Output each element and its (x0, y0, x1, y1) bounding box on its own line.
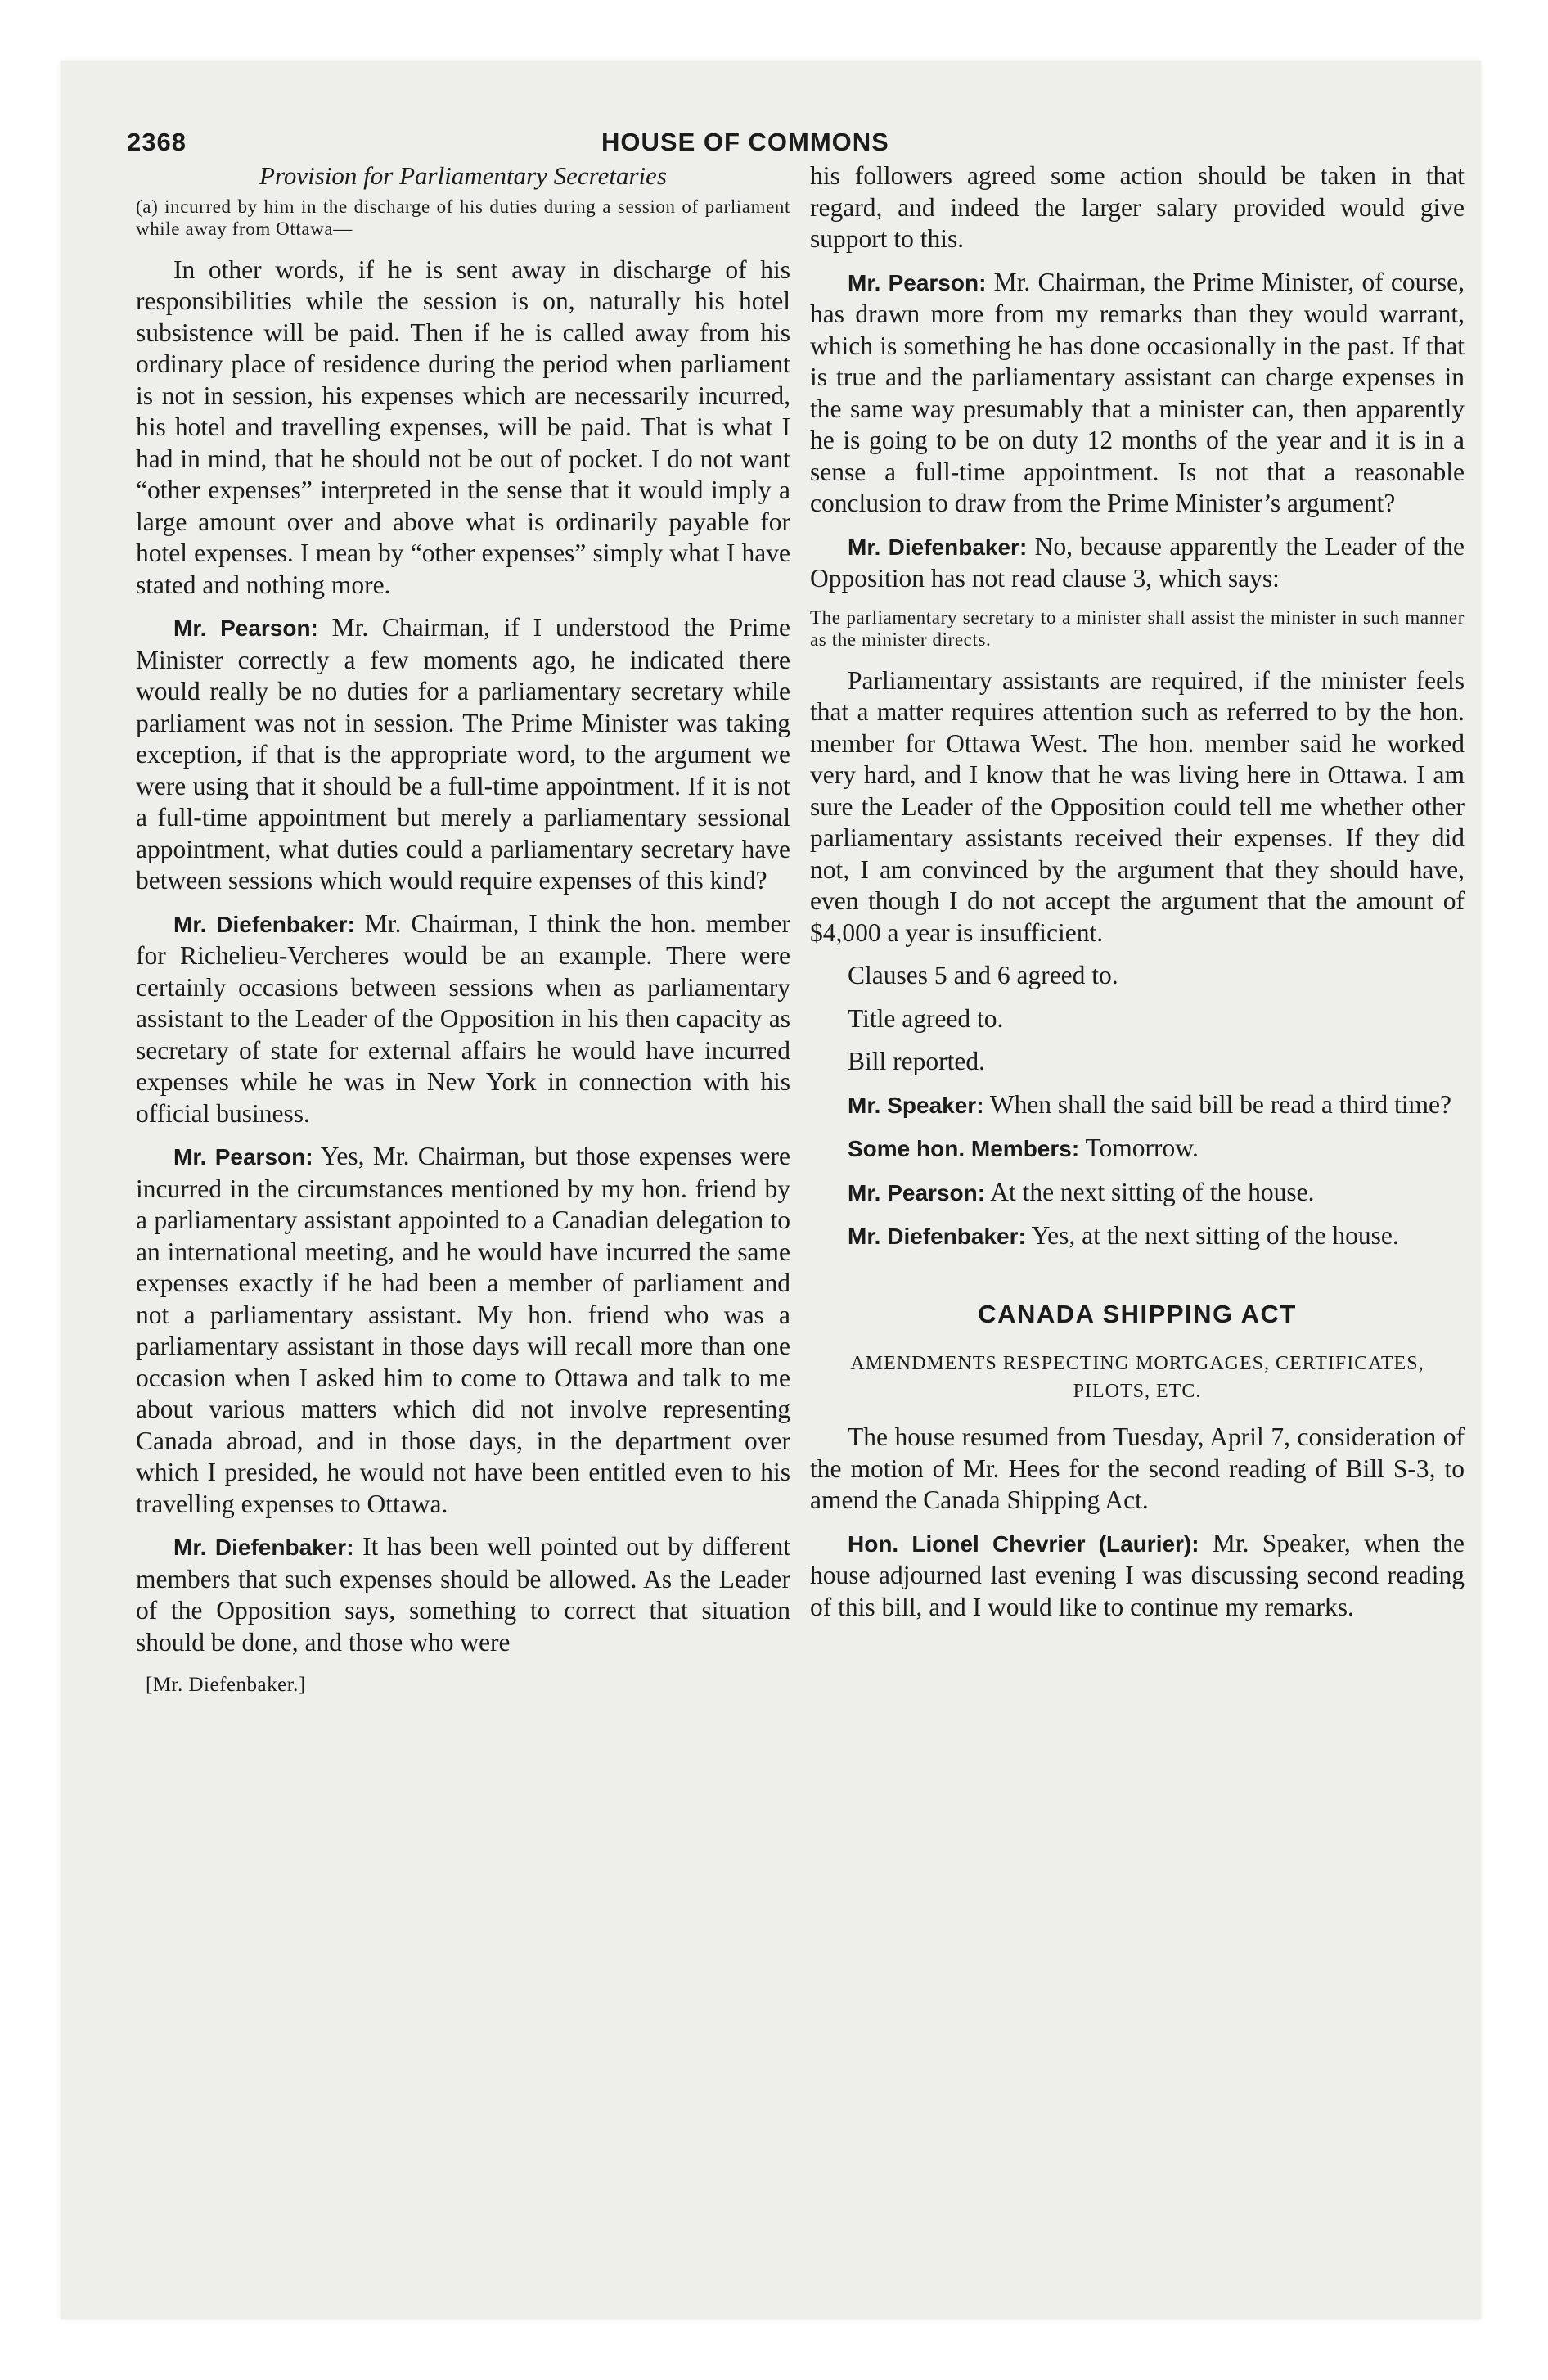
speaker-name: Some hon. Members: (848, 1136, 1080, 1161)
section-heading: CANADA SHIPPING ACT (978, 1299, 1297, 1328)
speech-text: No, because apparently the Leader of the Opposition has not read clause 3, which says: (810, 531, 1465, 593)
speech-paragraph (136, 908, 790, 1130)
speech-paragraph (810, 1528, 1465, 1624)
speech-paragraph (810, 1089, 1465, 1122)
speaker-name: Mr. Diefenbaker: (848, 1224, 1026, 1249)
speaker-name: Mr. Pearson: (173, 615, 318, 641)
page-number: 2368 (127, 128, 187, 156)
quoted-clause: The parliamentary secretary to a minister shall assist the minister in such manner as the minister directs. (810, 606, 1465, 650)
speech-paragraph (810, 1133, 1465, 1165)
speech-paragraph (136, 1141, 790, 1520)
right-column (810, 160, 1465, 1634)
speech-text: Yes, at the next sitting of the house. (1025, 1221, 1399, 1250)
speech-paragraph (136, 1531, 790, 1658)
section-subheading: AMENDMENTS RESPECTING MORTGAGES, CERTIFICATES, PILOTS, ETC. (850, 1353, 1424, 1402)
running-title: HOUSE OF COMMONS (601, 128, 889, 156)
paragraph: Parliamentary assistants are required, if the minister feels that a matter requires attention such as referred to by the hon. member for Ottawa West. The hon. member said he worked very hard, and I know that he was living here in Ottawa. I am sure the Leader of the Opposition could tell me whether other parliamentary assistants received their expenses. If they did not, I am convinced by the argument that they should have, even though I do not accept the argument that the amount of $4,000 a year is insufficient. (810, 665, 1465, 947)
speaker-name: Mr. Speaker: (848, 1092, 984, 1118)
speech-paragraph (810, 1177, 1465, 1210)
speech-text: When shall the said bill be read a third time? (983, 1089, 1452, 1119)
speech-text: It has been well pointed out by different members that such expenses should be allowed. As the Leader of the Opposition says, something to correct that situation should be done, and those who were (136, 1532, 790, 1657)
paragraph: Clauses 5 and 6 agreed to. (848, 961, 1118, 989)
speaker-name: Hon. Lionel Chevrier (Laurier): (848, 1530, 1199, 1557)
speech-text: Mr. Chairman, if I understood the Prime Minister correctly a few moments ago, he indicated there would really be no duties for a parliamentary secretary while parliament was not in session. The Prime Minister was taking exception, if that is the appropriate word, to the argument we were using that it should be a full-time appointment. If it is not a full-time appointment but merely a parliamentary sessional appointment, what duties could a parliamentary secretary have between sessions which would require expenses of this kind? (136, 613, 790, 895)
speaker-name: Mr. Pearson: (173, 1144, 313, 1170)
speech-text: At the next sitting of the house. (985, 1177, 1315, 1206)
speaker-name: Mr. Diefenbaker: (173, 911, 355, 937)
paragraph: his followers agreed some action should be taken in that regard, and indeed the larger salary provided would give support to this. (810, 161, 1465, 253)
speech-paragraph (810, 267, 1465, 520)
speech-text: Mr. Chairman, the Prime Minister, of course, has drawn more from my remarks than they would warrant, which is something he has done occasionally in the past. If that is true and the parliamentary assistant can charge expenses in the same way presumably that a minister can, then apparently he is going to be on duty 12 months of the year and it is in a sense a full-time appointment. Is not that a reasonable conclusion to draw from the Prime Minister’s argument? (810, 267, 1465, 517)
speech-text: Mr. Speaker, when the house adjourned last evening I was discussing second reading of this bill, and I would like to continue my remarks. (810, 1528, 1465, 1621)
speech-text: Mr. Chairman, I think the hon. member for Richelieu-Vercheres would be an example. There were certainly occasions between sessions when as parliamentary assistant to the Leader of the Opposition in his then capacity as secretary of state for external affairs he would have incurred expenses while he was in New York in connection with his official business. (136, 908, 790, 1128)
left-column (136, 160, 790, 1702)
page-footer-speaker: [Mr. Diefenbaker.] (146, 1674, 306, 1696)
quoted-clause: (a) incurred by him in the discharge of his duties during a session of parliament while away from Ottawa— (136, 196, 790, 239)
speaker-name: Mr. Diefenbaker: (173, 1535, 354, 1560)
speech-paragraph (810, 531, 1465, 595)
paragraph: In other words, if he is sent away in discharge of his responsibilities while the session is on, naturally his hotel subsistence will be paid. Then if he is called away from his ordinary place of residence during the period when parliament is not in session, his expenses which are necessarily incurred, his hotel and travelling expenses, will be paid. That is what I had in mind, that he should not be out of pocket. I do not want “other expenses” interpreted in the sense that it would imply a large amount over and above what is ordinarily payable for hotel expenses. I mean by “other expenses” simply what I have stated and nothing more. (136, 255, 790, 599)
speech-paragraph (136, 612, 790, 897)
paragraph: Bill reported. (848, 1047, 985, 1075)
speaker-name: Mr. Diefenbaker: (848, 534, 1028, 560)
speech-text: Tomorrow. (1079, 1134, 1199, 1162)
speech-text: Yes, Mr. Chairman, but those expenses were incurred in the circumstances mentioned by my hon. friend by a parliamentary assistant appointed to a Canadian delegation to an international meeting, and he would have incurred the same expenses exactly if he had been a member of parliament and not a parliamentary assistant. My hon. friend who was a parliamentary assistant in those days will recall more than one occasion when I asked him to come to Ottawa and talk to me about various matters which did not involve representing Canada abroad, and in those days, in the department over which I presided, he would not have been entitled even to his travelling expenses to Ottawa. (136, 1142, 790, 1518)
paragraph: The house resumed from Tuesday, April 7, consideration of the motion of Mr. Hees for the second reading of Bill S-3, to amend the Canada Shipping Act. (810, 1422, 1465, 1514)
speaker-name: Mr. Pearson: (848, 1179, 986, 1206)
paragraph: Title agreed to. (848, 1003, 1004, 1033)
section-subtitle: Provision for Parliamentary Secretaries (259, 161, 667, 190)
speech-paragraph (810, 1220, 1465, 1253)
speaker-name: Mr. Pearson: (848, 269, 987, 295)
